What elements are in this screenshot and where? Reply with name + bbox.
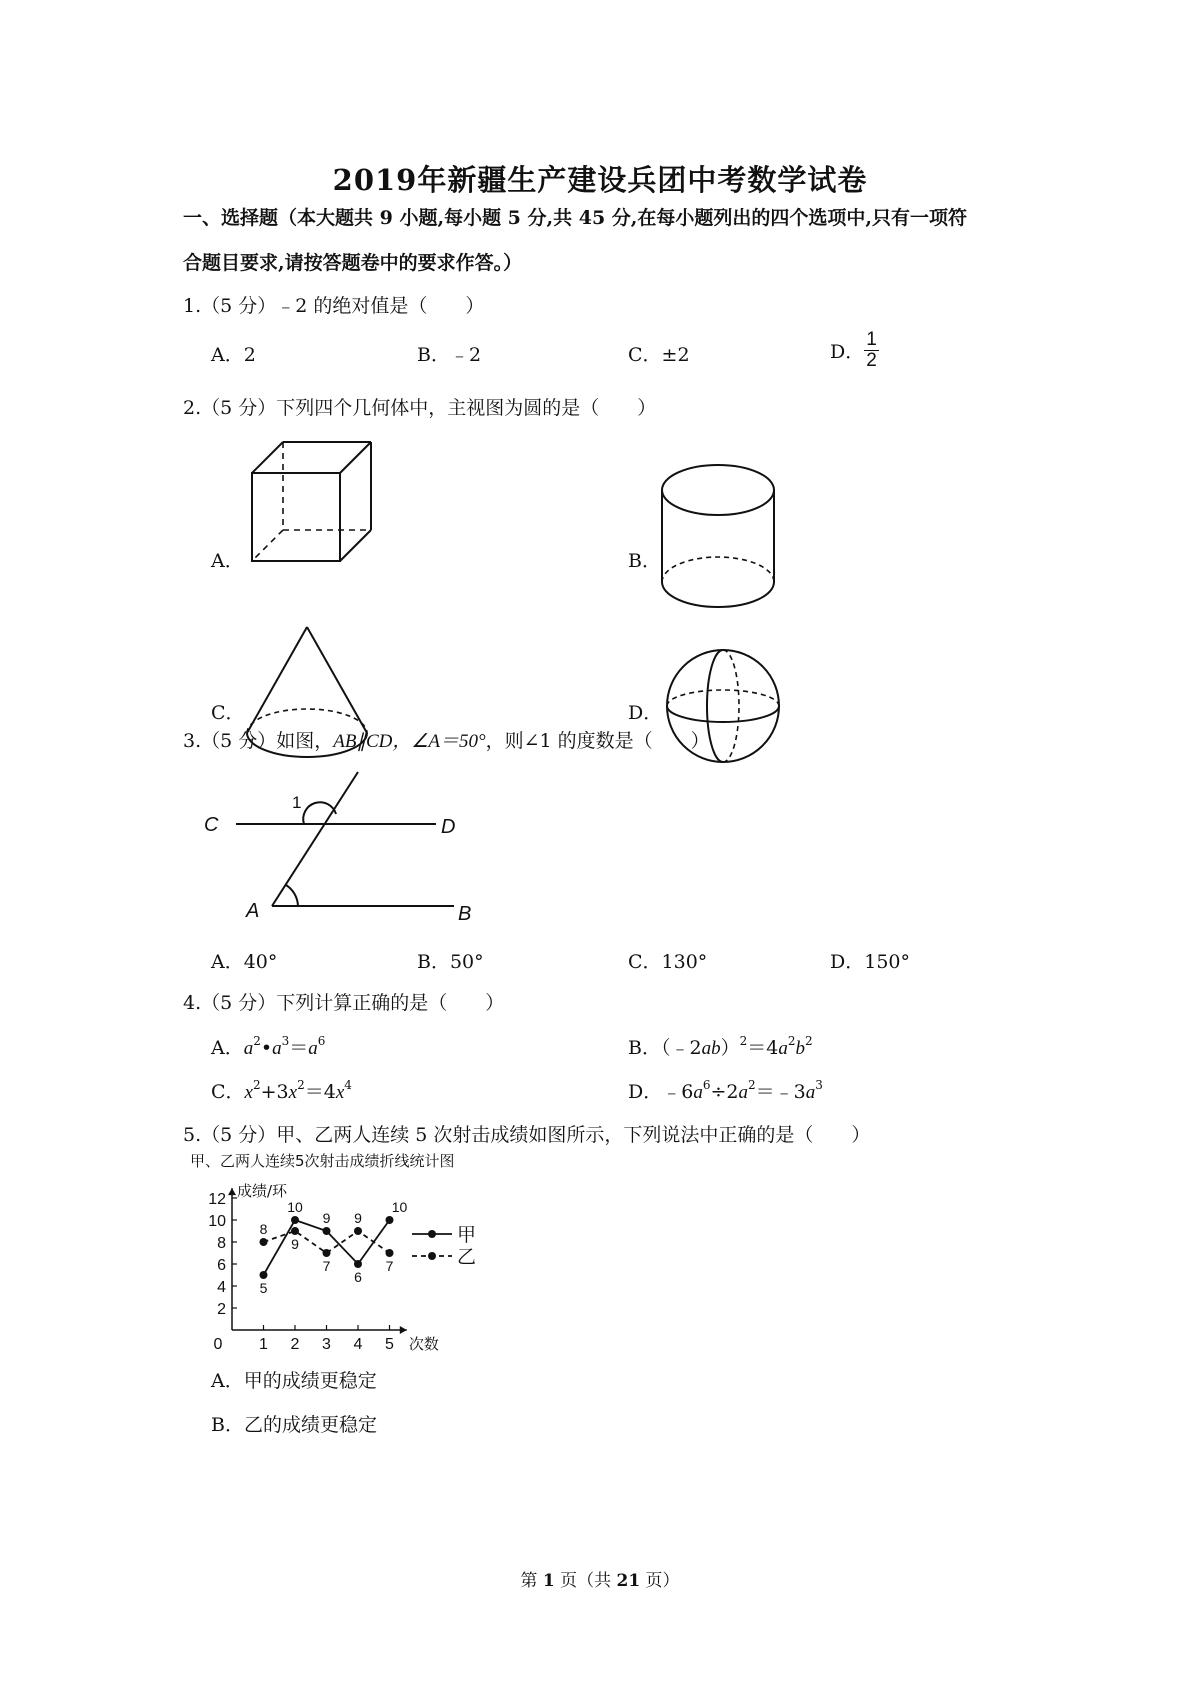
page-footer: 第 1 页（共 21 页） <box>520 1571 680 1591</box>
question-5-stem: 5.（5 分）甲、乙两人连续 5 次射击成绩如图所示，下列说法中正确的是（ ） <box>183 1124 871 1146</box>
fig-label-c: C <box>204 814 219 836</box>
q3-stem-post: ，则∠1 的度数是（ ） <box>485 730 710 752</box>
fig-label-a: A <box>246 900 260 922</box>
x-tick-label: 4 <box>353 1336 363 1353</box>
x-axis-arrow <box>400 1326 407 1334</box>
q3-stem-math: AB∥CD，∠A＝50° <box>333 731 486 752</box>
y-tick-label: 6 <box>217 1257 226 1274</box>
q2-option-a: A． <box>211 550 244 572</box>
legend-label-1: 甲 <box>457 1224 477 1246</box>
question-2-stem: 2.（5 分）下列四个几何体中，主视图为圆的是（ ） <box>183 397 657 419</box>
q4-option-b: B．$(﹣2ab)^2=4a^2b^2$ <box>628 1034 813 1059</box>
data-label: 9 <box>322 1210 331 1226</box>
total-pages: 21 <box>616 1571 641 1591</box>
section-heading-line2: 合题目要求,请按答题卷中的要求作答。） <box>183 252 523 274</box>
q1-option-b: B．﹣2 <box>417 344 482 366</box>
x-tick-label: 0 <box>213 1336 223 1353</box>
x-tick-label: 5 <box>385 1336 394 1353</box>
y-tick-label: 2 <box>217 1301 226 1318</box>
series-1-point <box>323 1227 331 1235</box>
current-page-number: 1 <box>542 1571 555 1591</box>
q1-option-a: A．2 <box>211 344 256 366</box>
series-2-point <box>354 1227 362 1235</box>
fig-label-b: B <box>458 903 472 925</box>
cube-figure <box>250 440 380 575</box>
data-label: 5 <box>259 1280 268 1296</box>
series-1-point <box>354 1260 362 1268</box>
parallel-lines-figure <box>200 770 470 950</box>
question-4-stem: 4.（5 分）下列计算正确的是（ ） <box>183 992 505 1014</box>
data-label: 9 <box>291 1236 299 1252</box>
legend-label-2: 乙 <box>457 1246 477 1268</box>
q3-option-b: B．50° <box>417 951 484 973</box>
fraction-denominator: 2 <box>866 350 877 371</box>
series-1-point <box>291 1216 299 1224</box>
data-label: 6 <box>354 1269 362 1285</box>
fraction-one-half <box>864 330 879 371</box>
data-label: 8 <box>259 1221 268 1237</box>
series-1-point <box>260 1271 268 1279</box>
x-tick-label: 2 <box>290 1336 300 1353</box>
x-tick-label: 3 <box>322 1336 331 1353</box>
fig-label-angle-1: 1 <box>292 793 302 812</box>
series-2-point <box>323 1249 331 1257</box>
chart-title: 甲、乙两人连续5次射击成绩折线统计图 <box>190 1152 455 1170</box>
y-tick-label: 4 <box>217 1279 226 1296</box>
q1-option-c: C．±2 <box>628 344 690 366</box>
x-tick-label: 1 <box>259 1336 268 1353</box>
x-axis-label: 次数 <box>408 1335 439 1353</box>
q2-option-b: B． <box>628 550 661 572</box>
question-3-stem <box>183 726 710 753</box>
data-label: 10 <box>391 1199 408 1215</box>
q3-stem-pre: 3.（5 分）如图， <box>183 730 334 752</box>
q5-option-a: A．甲的成绩更稳定 <box>211 1370 377 1392</box>
series-1-point <box>386 1216 394 1224</box>
y-tick-label: 8 <box>217 1235 226 1252</box>
data-label: 7 <box>322 1258 331 1274</box>
question-1-stem: 1.（5 分）﹣2 的绝对值是（ ） <box>183 295 485 317</box>
series-2-point <box>291 1227 299 1235</box>
q1-option-d <box>830 330 879 371</box>
data-label: 7 <box>385 1258 394 1274</box>
q4-option-a: A．$a^2•a^3=a^6$ <box>211 1034 326 1059</box>
q3-option-c: C．130° <box>628 951 708 973</box>
q4-option-d: D．$﹣6a^6\div 2a^2=﹣3a^3$ <box>628 1078 823 1103</box>
data-label: 9 <box>354 1210 362 1226</box>
legend-marker-2 <box>428 1252 436 1260</box>
q1-option-d-label: D． <box>830 341 865 363</box>
series-2-point <box>386 1249 394 1257</box>
q2-option-d: D． <box>628 702 663 724</box>
y-axis-label: 成绩/环 <box>237 1181 288 1200</box>
fraction-numerator: 1 <box>866 329 877 350</box>
page-title: 2019年新疆生产建设兵团中考数学试卷 <box>332 163 868 197</box>
y-tick-label: 10 <box>208 1213 226 1230</box>
series-2-point <box>260 1238 268 1246</box>
cylinder-figure <box>660 462 780 612</box>
section-heading-line1: 一、选择题（本大题共 9 小题,每小题 5 分,共 45 分,在每小题列出的四个选项中,只有一项符 <box>183 207 968 229</box>
score-line-chart <box>190 1150 520 1360</box>
q3-option-a: A．40° <box>211 951 278 973</box>
q2-option-c: C． <box>211 702 245 724</box>
legend-marker-1 <box>428 1230 436 1238</box>
q5-option-b: B．乙的成绩更稳定 <box>211 1414 377 1436</box>
y-axis-arrow <box>228 1188 236 1195</box>
y-tick-label: 12 <box>208 1191 226 1208</box>
fig-label-d: D <box>441 816 456 838</box>
q3-option-d: D．150° <box>830 951 910 973</box>
data-label: 10 <box>287 1199 303 1215</box>
q4-option-c: C．$x^2+3x^2=4x^4$ <box>211 1078 352 1103</box>
